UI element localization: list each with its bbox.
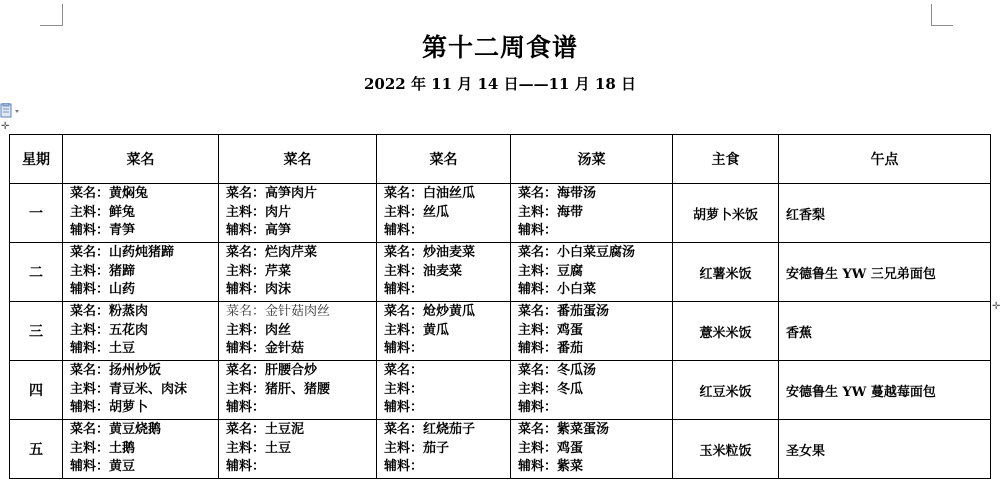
main-ingredient-line: 主料：土豆 (226, 440, 292, 456)
dish-name-line: 菜名：炝炒黄瓜 (384, 304, 476, 320)
main-ingredient-line: 主料：丝瓜 (384, 204, 450, 220)
snack-cell: 安德鲁生 YW 三兄弟面包 (779, 243, 991, 302)
side-ingredient-line: 辅料：高笋 (226, 223, 292, 239)
main-ingredient-line: 主料： (384, 381, 424, 397)
main-ingredient-line: 主料：豆腐 (518, 263, 584, 279)
dish-name-line: 菜名：烂肉芹菜 (226, 245, 318, 261)
side-ingredient-line: 辅料： (384, 282, 424, 298)
dish-name-line: 菜名：扬州炒饭 (70, 363, 162, 379)
table-row (10, 184, 991, 243)
side-ingredient-line: 辅料：肉沫 (226, 282, 292, 298)
dish-name-line: 菜名：紫菜蛋汤 (518, 422, 610, 438)
dish-cell (377, 361, 511, 420)
main-ingredient-line: 主料：肉片 (226, 204, 292, 220)
side-ingredient-line: 辅料：胡萝卜 (70, 400, 149, 416)
soup-cell (511, 184, 673, 243)
side-ingredient-line: 辅料：小白菜 (518, 282, 597, 298)
weekly-menu-table (9, 134, 991, 479)
table-row (10, 420, 991, 479)
paste-options-icon[interactable] (0, 103, 22, 119)
soup-cell (511, 420, 673, 479)
dish-name-line: 菜名： (384, 363, 424, 379)
snack-cell: 红香梨 (779, 184, 991, 243)
dish-cell (219, 243, 377, 302)
header-dish-1: 菜名 (63, 135, 219, 184)
header-staple: 主食 (673, 135, 779, 184)
table-row (10, 361, 991, 420)
dish-name-line: 菜名：黄焖兔 (70, 186, 149, 202)
weekday-cell: 二 (10, 243, 63, 302)
dish-name-line: 菜名：红烧茄子 (384, 422, 476, 438)
main-ingredient-line: 主料：鸡蛋 (518, 440, 584, 456)
main-ingredient-line: 主料：茄子 (384, 440, 450, 456)
main-ingredient-line: 主料：油麦菜 (384, 263, 463, 279)
main-ingredient-line: 主料：黄瓜 (384, 322, 450, 338)
header-soup: 汤菜 (511, 135, 673, 184)
side-ingredient-line: 辅料： (384, 341, 424, 357)
dish-cell (219, 420, 377, 479)
side-ingredient-line: 辅料：土豆 (70, 341, 136, 357)
dish-name-line: 菜名：黄豆烧鹅 (70, 422, 162, 438)
main-ingredient-line: 主料：猪蹄 (70, 263, 136, 279)
dish-name-line: 菜名：白油丝瓜 (384, 186, 476, 202)
dish-name-line: 菜名：粉蒸肉 (70, 304, 149, 320)
dish-name-line: 菜名：炒油麦菜 (384, 245, 476, 261)
dish-name-line: 菜名：金针菇肉丝 (226, 304, 331, 320)
weekday-cell: 一 (10, 184, 63, 243)
dish-cell (63, 302, 219, 361)
dish-cell (219, 302, 377, 361)
side-ingredient-line: 辅料： (384, 400, 424, 416)
soup-cell (511, 302, 673, 361)
side-ingredient-line: 辅料： (226, 400, 266, 416)
side-ingredient-line: 辅料：金针菇 (226, 341, 305, 357)
table-resize-handle-icon[interactable]: ✛ (992, 301, 1000, 312)
snack-cell: 圣女果 (779, 420, 991, 479)
dish-cell (377, 243, 511, 302)
header-dish-2: 菜名 (219, 135, 377, 184)
header-dish-3: 菜名 (377, 135, 511, 184)
date-range-subtitle: 2022 年 11 月 14 日——11 月 18 日 (363, 75, 637, 93)
staple-cell: 红薯米饭 (673, 243, 779, 302)
main-ingredient-line: 主料：冬瓜 (518, 381, 584, 397)
staple-cell: 玉米粒饭 (673, 420, 779, 479)
dish-name-line: 菜名：番茄蛋汤 (518, 304, 610, 320)
weekday-cell: 五 (10, 420, 63, 479)
soup-cell (511, 361, 673, 420)
crop-mark-top-right-h (931, 25, 953, 26)
soup-cell (511, 243, 673, 302)
table-move-handle-icon[interactable]: ✛ (1, 121, 10, 132)
dish-name-line: 菜名：小白菜豆腐汤 (518, 245, 636, 261)
main-ingredient-line: 主料：五花肉 (70, 322, 149, 338)
weekday-cell: 三 (10, 302, 63, 361)
side-ingredient-line: 辅料： (226, 459, 266, 475)
crop-mark-top-left-v (62, 4, 63, 26)
dish-cell (63, 361, 219, 420)
table-row (10, 243, 991, 302)
dish-cell (219, 361, 377, 420)
side-ingredient-line: 辅料： (384, 459, 424, 475)
side-ingredient-line: 辅料： (384, 223, 424, 239)
side-ingredient-line: 辅料：山药 (70, 282, 136, 298)
main-ingredient-line: 主料：海带 (518, 204, 584, 220)
dish-name-line: 菜名：土豆泥 (226, 422, 305, 438)
snack-cell: 香蕉 (779, 302, 991, 361)
snack-cell: 安德鲁生 YW 蔓越莓面包 (779, 361, 991, 420)
dish-name-line: 菜名：海带汤 (518, 186, 597, 202)
table-header-row (10, 135, 991, 184)
main-ingredient-line: 主料：猪肝、猪腰 (226, 381, 331, 397)
page-title: 第十二周食谱 (421, 33, 578, 62)
header-snack: 午点 (779, 135, 991, 184)
weekday-cell: 四 (10, 361, 63, 420)
dish-cell (63, 243, 219, 302)
side-ingredient-line: 辅料：黄豆 (70, 459, 136, 475)
main-ingredient-line: 主料：土鹅 (70, 440, 136, 456)
dish-cell (63, 184, 219, 243)
dish-cell (219, 184, 377, 243)
crop-mark-top-right-v (931, 4, 932, 26)
dish-name-line: 菜名：山药炖猪蹄 (70, 245, 175, 261)
staple-cell: 薏米米饭 (673, 302, 779, 361)
main-ingredient-line: 主料：肉丝 (226, 322, 292, 338)
dish-name-line: 菜名：肝腰合炒 (226, 363, 318, 379)
side-ingredient-line: 辅料：紫菜 (518, 459, 584, 475)
main-ingredient-line: 主料：鲜兔 (70, 204, 136, 220)
side-ingredient-line: 辅料：番茄 (518, 341, 584, 357)
dish-cell (377, 420, 511, 479)
side-ingredient-line: 辅料： (518, 223, 558, 239)
crop-mark-top-left-h (40, 25, 63, 26)
main-ingredient-line: 主料：芹菜 (226, 263, 292, 279)
staple-cell: 红豆米饭 (673, 361, 779, 420)
side-ingredient-line: 辅料： (518, 400, 558, 416)
main-ingredient-line: 主料：鸡蛋 (518, 322, 584, 338)
dish-name-line: 菜名：高笋肉片 (226, 186, 318, 202)
table-row (10, 302, 991, 361)
main-ingredient-line: 主料：青豆米、肉沫 (70, 381, 188, 397)
dish-cell (377, 184, 511, 243)
header-weekday: 星期 (10, 135, 63, 184)
dish-cell (63, 420, 219, 479)
dish-name-line: 菜名：冬瓜汤 (518, 363, 597, 379)
side-ingredient-line: 辅料：青笋 (70, 223, 136, 239)
staple-cell: 胡萝卜米饭 (673, 184, 779, 243)
dish-cell (377, 302, 511, 361)
